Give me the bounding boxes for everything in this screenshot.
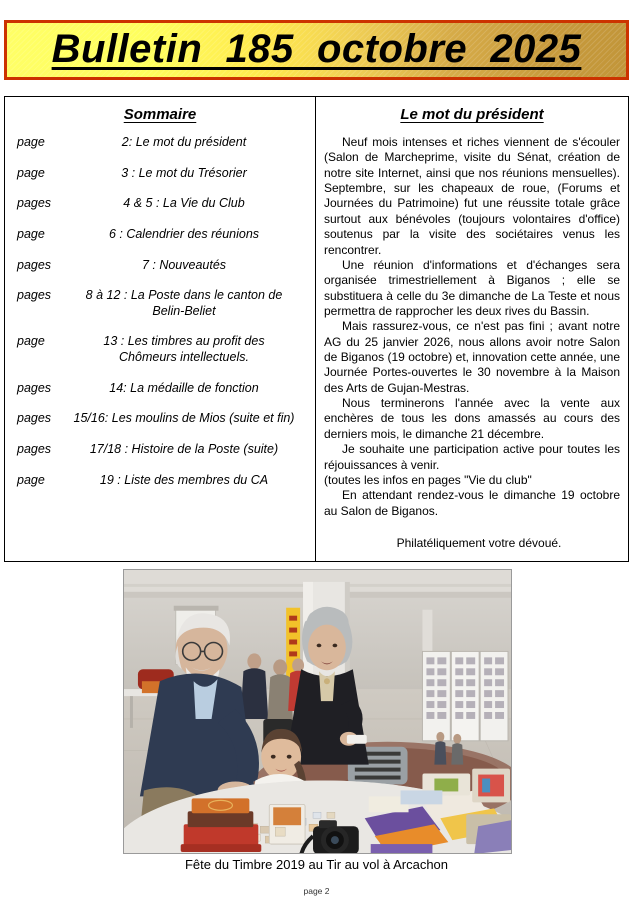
event-photo <box>123 569 512 854</box>
sommaire-entry <box>11 135 309 151</box>
sommaire-entry-text <box>67 227 309 243</box>
bulletin-header-banner <box>4 20 629 80</box>
president-closing: En attendant rendez-vous le dimanche 19 octobre au Salon de Biganos. <box>324 488 620 518</box>
sommaire-entry <box>11 227 309 243</box>
sommaire-entry-line1: 7 : Nouveautés <box>141 257 227 272</box>
sommaire-list <box>11 135 309 488</box>
sommaire-entry-text <box>67 135 309 151</box>
sommaire-entry-page-label: page <box>17 226 45 241</box>
sommaire-entry-line1: 2: Le mot du président <box>121 135 247 149</box>
president-note: (toutes les infos en pages "Vie du club" <box>324 472 532 487</box>
sommaire-entry-line1: 8 à 12 : La Poste dans le canton de <box>85 288 283 303</box>
sommaire-entry-text <box>67 473 309 489</box>
sommaire-entry-line1: 14: La médaille de fonction <box>109 380 259 395</box>
president-paragraph: Je souhaite une participation active pour toutes les réjouissances à venir. <box>324 442 620 472</box>
president-heading: Le mot du président <box>400 106 544 123</box>
sommaire-entry <box>11 411 309 427</box>
sommaire-entry-line1: 3 : Le mot du Trésorier <box>121 165 247 180</box>
sommaire-entry-text <box>67 166 309 182</box>
sommaire-entry-page-label: pages <box>17 441 52 456</box>
sommaire-entry-text <box>67 288 309 319</box>
president-signature: Philatéliquement votre dévoué. <box>396 535 562 550</box>
sommaire-entry-page-label: pages <box>17 257 52 272</box>
president-body <box>324 135 620 519</box>
sommaire-entry-text <box>67 381 309 397</box>
sommaire-entry <box>11 334 309 365</box>
sommaire-entry-text <box>67 442 309 458</box>
sommaire-entry-line1: 13 : Les timbres au profit des <box>103 334 265 349</box>
sommaire-entry <box>11 288 309 319</box>
sommaire-entry-page-label: page <box>17 165 45 180</box>
president-paragraph: Mais rassurez-vous, ce n'est pas fini ; avant notre AG du 25 janvier 2026, nous allons avoir notre Salon de Biganos (19 octobre) et, innovation cette année, une Journée Portes-ouvertes le 30 novembre à la Maison des Arts de Gujan-Mestras. <box>324 319 620 395</box>
sommaire-entry-page-label: pages <box>17 411 52 426</box>
sommaire-entry-text <box>67 258 309 274</box>
president-paragraph: Une réunion d'informations et d'échanges sera organisée trimestriellement à Biganos ; elle se substituera à celle du 3e dimanche de La Teste et nous permettra de rapprocher les deux rives du Bassin. <box>324 257 620 318</box>
sommaire-entry-line1: 19 : Liste des membres du CA <box>99 472 269 487</box>
bulletin-title: Bulletin 185 octobre 2025 <box>51 27 582 71</box>
sommaire-entry-line1: 6 : Calendrier des réunions <box>108 226 260 241</box>
sommaire-entry-page-label: page <box>17 334 45 349</box>
photo-caption: Fête du Timbre 2019 au Tir au vol à Arcachon <box>184 857 449 872</box>
sommaire-entry-line2: Belin-Beliet <box>152 303 216 318</box>
sommaire-entry-line2: Chômeurs intellectuels. <box>119 350 249 364</box>
sommaire-entry-page-label: page <box>17 135 45 149</box>
sommaire-entry <box>11 258 309 274</box>
sommaire-entry-line1: 4 & 5 : La Vie du Club <box>123 196 245 211</box>
sommaire-entry-line1: 15/16: Les moulins de Mios (suite et fin) <box>73 411 295 426</box>
sommaire-entry-text <box>67 196 309 212</box>
sommaire-entry <box>11 442 309 458</box>
event-photo-image <box>124 570 511 853</box>
president-paragraph: Nous terminerons l'année avec la vente aux enchères de tous les dons amassés au cours des derniers mois, le dimanche 21 décembre. <box>324 396 620 441</box>
president-paragraph: Neuf mois intenses et riches viennent de s'écouler (Salon de Marcheprime, visite du Sénat, création de notre site Internet, ainsi que nos réunions mensuelles). Septembre, sur les chapeaux de roue, (Forums et Journées du Patrimoine) fut une réussite totale grâce surtout aux bénévoles (toujours volontaires d'office) soutenus par la visite des sociétaires venus les rencontrer. <box>324 135 620 257</box>
sommaire-entry-page-label: pages <box>17 196 52 211</box>
sommaire-entry-page-label: pages <box>17 380 52 395</box>
sommaire-entry-page-label: pages <box>17 288 52 303</box>
banner-background <box>4 20 629 80</box>
sommaire-entry-text <box>67 411 309 427</box>
sommaire-entry <box>11 473 309 489</box>
sommaire-entry-page-label: page <box>17 472 45 487</box>
main-content-table <box>4 96 629 562</box>
sommaire-entry-line1: 17/18 : Histoire de la Poste (suite) <box>89 441 279 456</box>
sommaire-heading: Sommaire <box>123 106 197 123</box>
sommaire-entry-text <box>67 334 309 365</box>
page-number-footer: page 2 <box>303 886 330 896</box>
sommaire-entry <box>11 381 309 397</box>
president-column <box>316 97 628 561</box>
sommaire-column <box>5 97 316 561</box>
sommaire-entry <box>11 166 309 182</box>
sommaire-entry <box>11 196 309 212</box>
